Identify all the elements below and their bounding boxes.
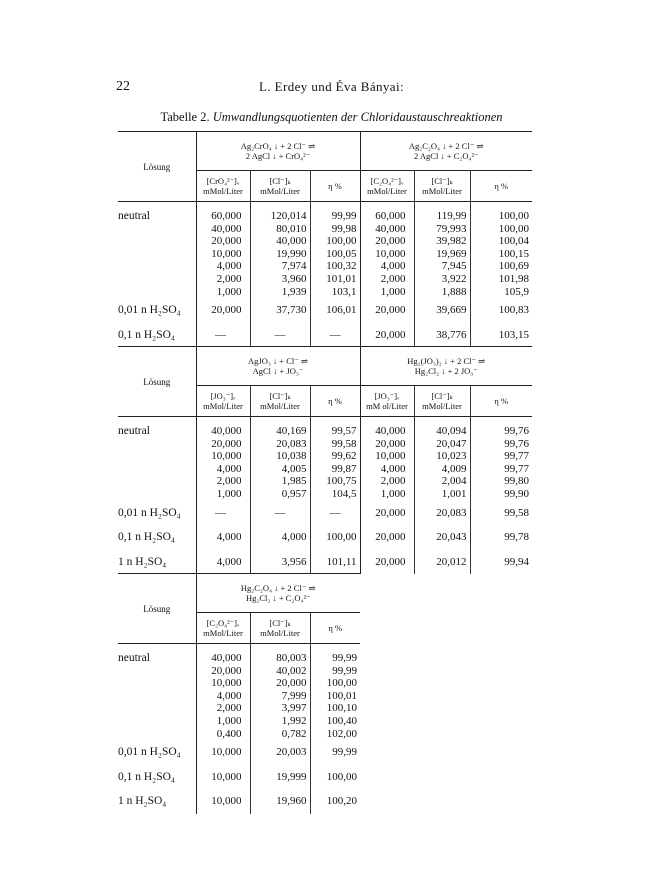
table-cell: 19,969 bbox=[414, 248, 470, 261]
table-caption bbox=[0, 110, 663, 125]
column-header bbox=[196, 386, 250, 417]
table-cell: 3,922 bbox=[414, 273, 470, 286]
row-label: 0,1 n H₂SO₄ bbox=[118, 770, 175, 783]
column-header-unit: mMol/Liter bbox=[260, 186, 300, 196]
table-cell: — bbox=[310, 323, 360, 348]
table-cell: 40,000 bbox=[360, 417, 414, 438]
table-cell: 20,083 bbox=[414, 501, 470, 526]
table-cell: 4,000 bbox=[196, 690, 250, 703]
table-cell: 100,00 bbox=[310, 677, 360, 690]
table-cell: — bbox=[196, 323, 250, 348]
table-row bbox=[118, 550, 532, 575]
column-header bbox=[250, 386, 310, 417]
table-cell: 10,038 bbox=[250, 450, 310, 463]
row-label: 0,01 n H₂SO₄ bbox=[118, 304, 181, 317]
column-header-unit: mMol/Liter bbox=[260, 628, 300, 638]
table-cell: 100,10 bbox=[310, 702, 360, 715]
row-label bbox=[118, 728, 196, 741]
table-cell: 1,985 bbox=[250, 475, 310, 488]
reaction-line: 2 AgCl ↓ + C₂O₄²⁻ bbox=[413, 151, 479, 161]
table-block-2 bbox=[118, 346, 532, 574]
table-cell: 99,62 bbox=[310, 450, 360, 463]
column-header-unit: mMol/Liter bbox=[203, 186, 243, 196]
reaction-header bbox=[196, 574, 360, 613]
table-cell: 4,000 bbox=[196, 463, 250, 476]
table-row bbox=[118, 715, 360, 728]
reaction-line: 2 AgCl ↓ + CrO₄²⁻ bbox=[245, 151, 311, 161]
table-cell: 99,77 bbox=[470, 450, 532, 463]
column-header bbox=[250, 613, 310, 644]
table-row bbox=[118, 235, 532, 248]
table-cell: 20,000 bbox=[196, 438, 250, 451]
table-cell: 4,009 bbox=[414, 463, 470, 476]
eta-header: η % bbox=[310, 386, 360, 417]
table-cell: 3,956 bbox=[250, 550, 310, 575]
eta-header: η % bbox=[470, 171, 532, 202]
table-cell: 99,80 bbox=[470, 475, 532, 488]
table-row bbox=[118, 765, 360, 790]
row-label bbox=[118, 463, 196, 476]
column-header-unit: mMol/Liter bbox=[422, 401, 462, 411]
eta-header: η % bbox=[310, 171, 360, 202]
stub-header: Lösung bbox=[118, 574, 196, 644]
table-cell: 39,669 bbox=[414, 298, 470, 323]
column-header-line: [Cl⁻]ₖ bbox=[269, 618, 291, 628]
reaction-line: Ag₂C₂O₄ ↓ + 2 Cl⁻ ⇌ bbox=[408, 141, 484, 151]
table-cell: 40,000 bbox=[196, 223, 250, 236]
table-cell: 99,57 bbox=[310, 417, 360, 438]
table-cell: 105,9 bbox=[470, 286, 532, 299]
table-cell: 0,782 bbox=[250, 728, 310, 741]
table-cell: 20,000 bbox=[196, 665, 250, 678]
table-cell: 0,957 bbox=[250, 488, 310, 501]
table-cell: 1,939 bbox=[250, 286, 310, 299]
table-cell: 20,047 bbox=[414, 438, 470, 451]
row-label bbox=[118, 286, 196, 299]
reaction-header bbox=[360, 347, 532, 386]
table-cell: 38,776 bbox=[414, 323, 470, 348]
table-row bbox=[118, 202, 532, 223]
table-cell: — bbox=[310, 501, 360, 526]
table-cell: 1,992 bbox=[250, 715, 310, 728]
column-header-unit: mM ol/Liter bbox=[366, 401, 408, 411]
page-number: 22 bbox=[116, 79, 130, 94]
table-cell: 19,990 bbox=[250, 248, 310, 261]
table-cell: 40,000 bbox=[196, 417, 250, 438]
table-cell: 3,997 bbox=[250, 702, 310, 715]
table-cell: 2,000 bbox=[360, 475, 414, 488]
column-header-unit: mMol/Liter bbox=[203, 628, 243, 638]
column-header-line: [Cl⁻]ₖ bbox=[431, 391, 453, 401]
column-header bbox=[196, 613, 250, 644]
table-cell: 10,000 bbox=[360, 248, 414, 261]
table-cell: 99,99 bbox=[310, 202, 360, 223]
table-cell: 1,000 bbox=[196, 488, 250, 501]
table-cell: 20,000 bbox=[360, 525, 414, 550]
reaction-line: Hg₂(JO₃)₂ ↓ + 2 Cl⁻ ⇌ bbox=[407, 356, 486, 366]
column-header bbox=[250, 171, 310, 202]
column-header bbox=[360, 171, 414, 202]
table-cell: 1,000 bbox=[360, 488, 414, 501]
table-cell: 20,003 bbox=[250, 740, 310, 765]
table-cell: 99,87 bbox=[310, 463, 360, 476]
table-cell: 10,000 bbox=[360, 450, 414, 463]
table-cell: 101,01 bbox=[310, 273, 360, 286]
table-cell: 100,32 bbox=[310, 260, 360, 273]
table-cell: 10,000 bbox=[196, 789, 250, 814]
table-cell: 99,78 bbox=[470, 525, 532, 550]
reaction-line: Hg₂Cl₂ ↓ + C₂O₄²⁻ bbox=[245, 593, 311, 603]
table-cell: 2,000 bbox=[196, 702, 250, 715]
data-table bbox=[118, 573, 360, 814]
row-label: 1 n H₂SO₄ bbox=[118, 555, 167, 568]
row-label: 0,1 n H₂SO₄ bbox=[118, 328, 175, 341]
table-cell: 3,960 bbox=[250, 273, 310, 286]
table-cell: 99,76 bbox=[470, 438, 532, 451]
row-label bbox=[118, 438, 196, 451]
row-label bbox=[118, 690, 196, 703]
column-header-line: [Cl⁻]ₖ bbox=[269, 391, 291, 401]
running-head: L. Erdey und Éva Bányai: bbox=[259, 79, 404, 94]
table-cell: 4,000 bbox=[196, 260, 250, 273]
caption-title: Umwandlungsquotienten der Chloridaustauschreaktionen bbox=[212, 110, 503, 124]
table-row bbox=[118, 248, 532, 261]
table-cell: 100,69 bbox=[470, 260, 532, 273]
table-row bbox=[118, 677, 360, 690]
table-cell: 99,99 bbox=[310, 665, 360, 678]
table-cell: — bbox=[250, 323, 310, 348]
table-cell: 104,5 bbox=[310, 488, 360, 501]
table-row bbox=[118, 728, 360, 741]
table-row bbox=[118, 488, 532, 501]
table-row bbox=[118, 665, 360, 678]
reaction-line: Hg₂C₂O₄ ↓ + 2 Cl⁻ ⇌ bbox=[240, 583, 316, 593]
table-cell: 10,000 bbox=[196, 740, 250, 765]
table-row bbox=[118, 475, 532, 488]
row-label bbox=[118, 715, 196, 728]
table-cell: 1,888 bbox=[414, 286, 470, 299]
table-row bbox=[118, 223, 532, 236]
table-cell: 19,999 bbox=[250, 765, 310, 790]
table-cell: 4,000 bbox=[360, 260, 414, 273]
table-row bbox=[118, 644, 360, 665]
caption-label: Tabelle 2. bbox=[160, 110, 210, 124]
table-cell: 4,000 bbox=[196, 550, 250, 575]
table-cell: 100,04 bbox=[470, 235, 532, 248]
reaction-line: Hg₂Cl₂ ↓ + 2 JO₃⁻ bbox=[414, 366, 478, 376]
reaction-line: AgJO₃ ↓ + Cl⁻ ⇌ bbox=[248, 356, 308, 366]
table-cell: 7,999 bbox=[250, 690, 310, 703]
row-label bbox=[118, 223, 196, 236]
table-block-3 bbox=[118, 573, 360, 814]
table-cell: 1,000 bbox=[196, 286, 250, 299]
table-cell: 20,000 bbox=[196, 298, 250, 323]
row-label: 0,01 n H₂SO₄ bbox=[118, 746, 181, 759]
table-row bbox=[118, 298, 532, 323]
table-cell: 20,043 bbox=[414, 525, 470, 550]
reaction-header bbox=[196, 347, 360, 386]
column-header-unit: mMol/Liter bbox=[422, 186, 462, 196]
table-cell: 80,010 bbox=[250, 223, 310, 236]
table-cell: 7,945 bbox=[414, 260, 470, 273]
column-header-line: [Cl⁻]ₖ bbox=[431, 176, 453, 186]
table-row bbox=[118, 286, 532, 299]
table-cell: 100,40 bbox=[310, 715, 360, 728]
eta-header: η % bbox=[470, 386, 532, 417]
table-cell: 20,000 bbox=[250, 677, 310, 690]
reaction-header bbox=[196, 132, 360, 171]
table-cell: 106,01 bbox=[310, 298, 360, 323]
table-row bbox=[118, 323, 532, 348]
table-cell: 20,012 bbox=[414, 550, 470, 575]
table-cell: 10,000 bbox=[196, 765, 250, 790]
table-cell: 2,000 bbox=[196, 273, 250, 286]
table-cell: 99,99 bbox=[310, 740, 360, 765]
table-cell: 100,00 bbox=[310, 235, 360, 248]
table-row bbox=[118, 273, 532, 286]
column-header-unit: mMol/Liter bbox=[367, 186, 407, 196]
stub-header: Lösung bbox=[118, 132, 196, 202]
table-row bbox=[118, 260, 532, 273]
table-row bbox=[118, 740, 360, 765]
table-cell: 4,005 bbox=[250, 463, 310, 476]
table-cell: 20,083 bbox=[250, 438, 310, 451]
row-label bbox=[118, 488, 196, 501]
row-label bbox=[118, 665, 196, 678]
table-cell: 20,000 bbox=[360, 501, 414, 526]
table-cell: 119,99 bbox=[414, 202, 470, 223]
column-header-unit: mMol/Liter bbox=[260, 401, 300, 411]
table-cell: 100,00 bbox=[470, 202, 532, 223]
table-row bbox=[118, 690, 360, 703]
table-cell: 2,000 bbox=[360, 273, 414, 286]
column-header bbox=[360, 386, 414, 417]
row-label: neutral bbox=[118, 210, 150, 222]
eta-header: η % bbox=[310, 613, 360, 644]
table-cell: 100,00 bbox=[310, 525, 360, 550]
table-cell: 7,974 bbox=[250, 260, 310, 273]
reaction-header bbox=[360, 132, 532, 171]
table-cell: 40,094 bbox=[414, 417, 470, 438]
table-cell: 99,76 bbox=[470, 417, 532, 438]
table-row bbox=[118, 525, 532, 550]
column-header-line: [JO₃⁻]ᵥ bbox=[210, 391, 236, 401]
row-label bbox=[118, 260, 196, 273]
column-header-line: [CrO₄²⁻]ᵥ bbox=[206, 176, 240, 186]
table-cell: 100,83 bbox=[470, 298, 532, 323]
column-header bbox=[414, 386, 470, 417]
column-header bbox=[414, 171, 470, 202]
table-cell: 40,000 bbox=[196, 644, 250, 665]
table-cell: 120,014 bbox=[250, 202, 310, 223]
table-cell: 10,000 bbox=[196, 248, 250, 261]
data-table bbox=[118, 131, 532, 347]
table-cell: 103,15 bbox=[470, 323, 532, 348]
table-cell: 20,000 bbox=[360, 298, 414, 323]
table-cell: 100,01 bbox=[310, 690, 360, 703]
table-cell: 40,000 bbox=[360, 223, 414, 236]
table-cell: 4,000 bbox=[250, 525, 310, 550]
table-cell: 102,00 bbox=[310, 728, 360, 741]
table-cell: 20,000 bbox=[360, 235, 414, 248]
column-header bbox=[196, 171, 250, 202]
table-cell: 103,1 bbox=[310, 286, 360, 299]
table-cell: 99,77 bbox=[470, 463, 532, 476]
table-row bbox=[118, 501, 532, 526]
table-cell: 39,982 bbox=[414, 235, 470, 248]
table-cell: 4,000 bbox=[360, 463, 414, 476]
table-cell: 40,169 bbox=[250, 417, 310, 438]
table-cell: 2,004 bbox=[414, 475, 470, 488]
table-cell: 100,00 bbox=[470, 223, 532, 236]
table-cell: 101,98 bbox=[470, 273, 532, 286]
row-label bbox=[118, 677, 196, 690]
table-block-1 bbox=[118, 131, 532, 347]
table-row bbox=[118, 438, 532, 451]
row-label: neutral bbox=[118, 425, 150, 437]
table-cell: 100,05 bbox=[310, 248, 360, 261]
table-cell: 1,000 bbox=[360, 286, 414, 299]
table-cell: 101,11 bbox=[310, 550, 360, 575]
table-cell: 1,000 bbox=[196, 715, 250, 728]
table-cell: 19,960 bbox=[250, 789, 310, 814]
table-cell: 37,730 bbox=[250, 298, 310, 323]
table-cell: 0,400 bbox=[196, 728, 250, 741]
column-header-unit: mMol/Liter bbox=[203, 401, 243, 411]
row-label: 0,01 n H₂SO₄ bbox=[118, 506, 181, 519]
row-label bbox=[118, 475, 196, 488]
table-cell: 10,023 bbox=[414, 450, 470, 463]
table-cell: 1,001 bbox=[414, 488, 470, 501]
table-cell: 99,58 bbox=[310, 438, 360, 451]
table-row bbox=[118, 702, 360, 715]
table-cell: 100,15 bbox=[470, 248, 532, 261]
table-row bbox=[118, 463, 532, 476]
table-row bbox=[118, 789, 360, 814]
table-cell: 4,000 bbox=[196, 525, 250, 550]
stub-header: Lösung bbox=[118, 347, 196, 417]
table-cell: 79,993 bbox=[414, 223, 470, 236]
row-label bbox=[118, 273, 196, 286]
row-label: neutral bbox=[118, 652, 150, 664]
table-cell: 2,000 bbox=[196, 475, 250, 488]
table-cell: 40,000 bbox=[250, 235, 310, 248]
reaction-line: Ag₂CrO₄ ↓ + 2 Cl⁻ ⇌ bbox=[240, 141, 316, 151]
table-row bbox=[118, 417, 532, 438]
data-table bbox=[118, 346, 532, 574]
table-cell: 20,000 bbox=[360, 323, 414, 348]
row-label: 0,1 n H₂SO₄ bbox=[118, 531, 175, 544]
table-cell: 40,002 bbox=[250, 665, 310, 678]
table-cell: 60,000 bbox=[196, 202, 250, 223]
table-cell: — bbox=[250, 501, 310, 526]
table-cell: 80,003 bbox=[250, 644, 310, 665]
column-header-line: [C₂O₄²⁻]ᵥ bbox=[370, 176, 404, 186]
table-cell: 99,90 bbox=[470, 488, 532, 501]
table-cell: 10,000 bbox=[196, 677, 250, 690]
table-cell: 99,98 bbox=[310, 223, 360, 236]
reaction-line: AgCl ↓ + JO₃⁻ bbox=[252, 366, 304, 376]
table-row bbox=[118, 450, 532, 463]
row-label bbox=[118, 248, 196, 261]
row-label bbox=[118, 450, 196, 463]
column-header-line: [C₂O₄²⁻]ᵥ bbox=[206, 618, 240, 628]
table-cell: 100,75 bbox=[310, 475, 360, 488]
table-cell: 60,000 bbox=[360, 202, 414, 223]
table-cell: — bbox=[196, 501, 250, 526]
table-cell: 20,000 bbox=[196, 235, 250, 248]
table-cell: 20,000 bbox=[360, 438, 414, 451]
row-label bbox=[118, 702, 196, 715]
row-label bbox=[118, 235, 196, 248]
table-cell: 100,00 bbox=[310, 765, 360, 790]
table-cell: 99,58 bbox=[470, 501, 532, 526]
table-cell: 99,94 bbox=[470, 550, 532, 575]
table-cell: 100,20 bbox=[310, 789, 360, 814]
column-header-line: [JO₃⁻]ᵥ bbox=[374, 391, 400, 401]
row-label: 1 n H₂SO₄ bbox=[118, 795, 167, 808]
column-header-line: [Cl⁻]ₖ bbox=[269, 176, 291, 186]
table-cell: 10,000 bbox=[196, 450, 250, 463]
table-cell: 20,000 bbox=[360, 550, 414, 575]
table-cell: 99,99 bbox=[310, 644, 360, 665]
